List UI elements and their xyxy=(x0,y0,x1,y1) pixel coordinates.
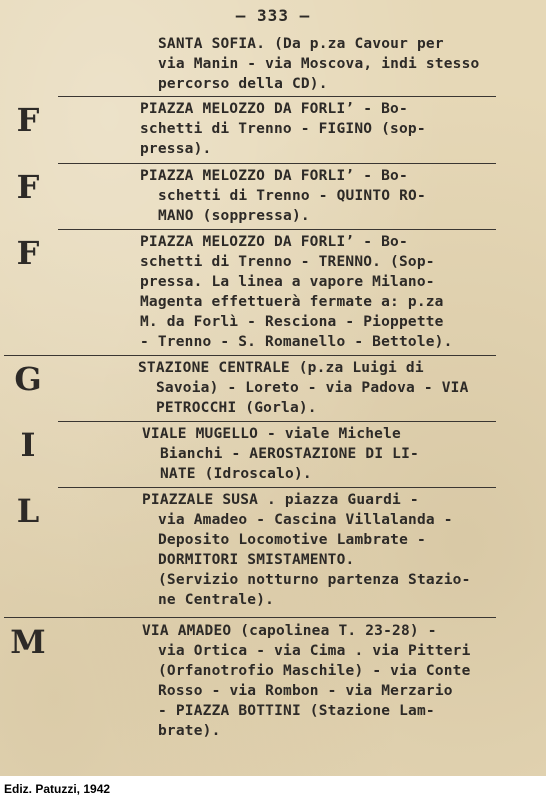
entry-line: - PIAZZA BOTTINI (Stazione Lam- xyxy=(158,703,435,719)
entry-line: percorso della CD). xyxy=(158,76,328,92)
entry-line: VIA AMADEO (capolinea T. 23-28) - xyxy=(142,623,437,639)
entry-line: DORMITORI SMISTAMENTO. xyxy=(158,552,355,568)
route-letter: F xyxy=(16,168,40,206)
route-letter: G xyxy=(14,360,42,398)
entry-line: pressa. La linea a vapore Milano- xyxy=(140,274,435,290)
divider-line xyxy=(58,421,496,422)
route-entry-f-quinto-romano xyxy=(16,166,536,228)
entry-line: via Manin - via Moscova, indi stesso xyxy=(158,56,480,72)
route-letter: I xyxy=(20,426,36,464)
route-entry-f-trenno xyxy=(16,232,536,356)
entry-line: Savoia) - Loreto - via Padova - VIA xyxy=(156,380,469,396)
route-entry-continuation xyxy=(58,34,536,94)
route-letter: F xyxy=(16,101,40,139)
divider-line xyxy=(58,163,496,164)
entry-line: M. da Forlì - Resciona - Pioppette xyxy=(140,314,444,330)
entry-line: SANTA SOFIA. (Da p.za Cavour per xyxy=(158,36,444,52)
route-entry-m xyxy=(10,621,536,745)
entry-line: schetti di Trenno - TRENNO. (Sop- xyxy=(140,254,435,270)
entry-line: via Ortica - via Cima . via Pitteri xyxy=(158,643,471,659)
route-entry-f-figino xyxy=(16,99,536,163)
entry-line: via Amadeo - Cascina Villalanda - xyxy=(158,512,453,528)
entry-line: pressa). xyxy=(140,141,212,157)
entry-line: Deposito Locomotive Lambrate - xyxy=(158,532,426,548)
entry-line: PIAZZALE SUSA . piazza Guardi - xyxy=(142,492,419,508)
entry-line: PIAZZA MELOZZO DA FORLI’ - Bo- xyxy=(140,234,408,250)
entry-line: Magenta effettuerà fermate a: p.za xyxy=(140,294,444,310)
entry-line: PIAZZA MELOZZO DA FORLI’ - Bo- xyxy=(140,168,408,184)
divider-line xyxy=(58,487,496,488)
route-letter: L xyxy=(16,492,40,530)
entry-line: Rosso - via Rombon - via Merzario xyxy=(158,683,453,699)
entry-line: ne Centrale). xyxy=(158,592,275,608)
divider-line xyxy=(58,229,496,230)
entry-line: PIAZZA MELOZZO DA FORLI’ - Bo- xyxy=(140,101,408,117)
entry-line: VIALE MUGELLO - viale Michele xyxy=(142,426,401,442)
entry-line: (Servizio notturno partenza Stazio- xyxy=(158,572,471,588)
entry-line: PETROCCHI (Gorla). xyxy=(156,400,317,416)
route-letter: M xyxy=(10,623,46,661)
entry-line: schetti di Trenno - FIGINO (sop- xyxy=(140,121,426,137)
divider-line xyxy=(4,617,496,618)
route-entry-i xyxy=(20,424,536,486)
entry-line: STAZIONE CENTRALE (p.za Luigi di xyxy=(138,360,424,376)
edition-credit: Ediz. Patuzzi, 1942 xyxy=(4,782,111,796)
entry-line: brate). xyxy=(158,723,221,739)
entry-line: MANO (soppressa). xyxy=(158,208,310,224)
entry-line: (Orfanotrofio Maschile) - via Conte xyxy=(158,663,471,679)
entry-line: schetti di Trenno - QUINTO RO- xyxy=(158,188,426,204)
route-letter: F xyxy=(16,234,40,272)
divider-line xyxy=(58,96,496,97)
route-entry-g xyxy=(14,358,536,420)
divider-line xyxy=(4,355,496,356)
page-number: — 333 — xyxy=(235,6,311,25)
entry-line: NATE (Idroscalo). xyxy=(160,466,312,482)
entry-line: Bianchi - AEROSTAZIONE DI LI- xyxy=(160,446,419,462)
entry-line: - Trenno - S. Romanello - Bettole). xyxy=(140,334,453,350)
route-entry-l xyxy=(16,490,536,614)
